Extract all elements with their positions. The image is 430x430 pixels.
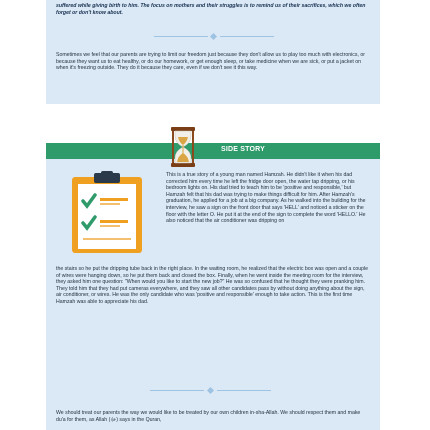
divider-left (154, 36, 208, 37)
top-paragraph-2: Sometimes we feel that our parents are trying to limit our freedom just because they don't allow us to play too much with electronics, or because they want us to eat healthy, or do our homework, or get enough sleep, or take medicine when we are sick, or put a jacket on when it's freezing outside. They do it because they care, even if we don't see it this way. (56, 52, 365, 72)
bottom-divider-left (150, 390, 204, 391)
divider-right (220, 36, 274, 37)
story-paragraph-full: the stairs so he put the dripping tube back in the right place. In the waiting room, he realized that the electric box was open and a couple of wires were hanging down, so he put them back and closed the box. Finally, when he went inside the meeting room for the interview, they asked him one question: "When would you like to start the new job?" He was so confused that he thought they were pranking him. They told him that they had put cameras everywhere, and they saw all other candidates pass by without doing anything about the sign, air conditioner, or wires. He was the only candidate who was 'positive and responsible' enough to take action. This is the first time Hamzah was able to appreciate his dad. (56, 266, 369, 305)
bottom-divider-right (217, 390, 271, 391)
diamond-divider-icon (210, 32, 217, 39)
top-paragraph-1: suffered while giving birth to him. The focus on mothers and their struggles is to remind us of their sacrifices, which we often forget or don't know about. (56, 3, 366, 16)
clipboard-checklist-icon (66, 171, 148, 255)
top-panel (46, 0, 380, 104)
story-paragraph-right: This is a true story of a young man named Hamzah. He didn't like it when his dad corrected him every time he left the fridge door open, the water tap dripping, or his bedroom lights on. His dad tried to teach him to be 'positive and responsible,' but Hamzah felt that his dad was trying to make things difficult for him. After Hamzah's graduation, he applied for a job at a big company. As he walked into the building for the interview, he saw a sign on the front door that says 'HELL' and noticed a sticker on the floor with the letter O. He put it at the end of the sign to complete the word 'HELLO.' He also noticed that the air conditioner was dripping on (166, 172, 366, 225)
hourglass-icon (170, 126, 196, 168)
bottom-paragraph: We should treat our parents the way we would like to be treated by our own children in-sha-Allah. We should respect them and make du'a for them, as Allah (ﷻ) says in the Quran, (56, 410, 361, 423)
side-story-title: SIDE STORY (221, 146, 266, 153)
side-story-header (46, 143, 380, 159)
